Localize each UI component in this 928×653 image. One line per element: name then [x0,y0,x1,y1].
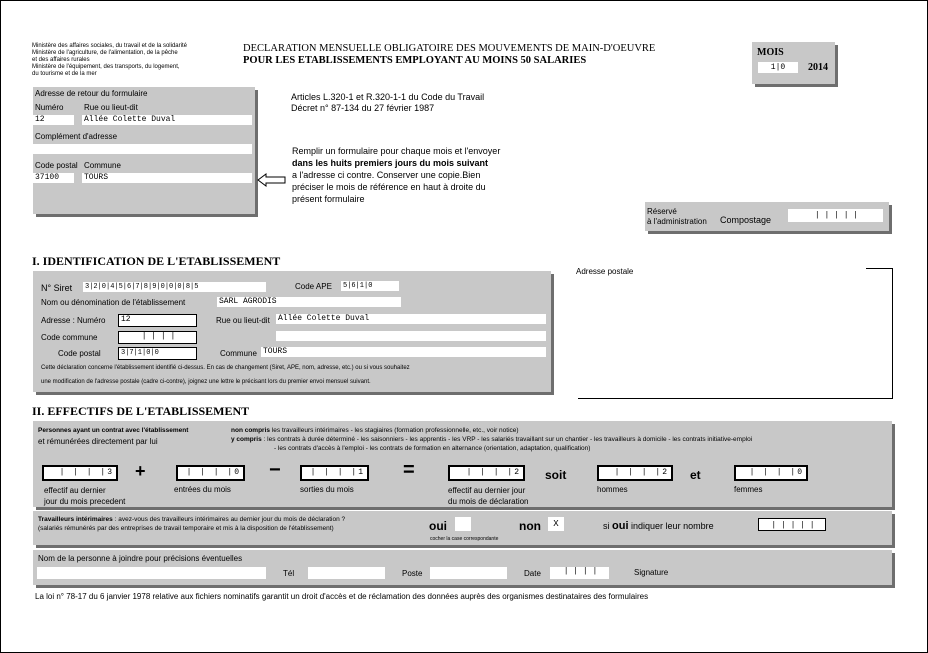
instructions-block [292,145,500,205]
articles-block [291,92,484,114]
entrees-label: entrées du mois [174,485,231,494]
indiquer-label: indiquer leur nombre [631,521,714,531]
non-checkbox[interactable]: X [548,517,564,531]
reserved-label1: Réservé [647,207,677,216]
ape-label: Code APE [295,282,332,291]
contact-name-field[interactable] [37,567,266,579]
siret-label: N° Siret [41,283,73,293]
femmes-label: femmes [734,485,763,494]
commune-label: Commune [220,349,257,358]
hommes-field[interactable]: | | | |2 [597,465,673,481]
compostage-label: Compostage [720,215,772,225]
instructions-line4: préciser le mois de référence en haut à droite du [292,182,486,192]
section2-title: II. EFFECTIFS DE L'ETABLISSEMENT [32,404,250,418]
soit-label: soit [545,468,567,482]
oui-label: oui [429,519,447,533]
postal-address-box [578,268,893,399]
non-compris-line [231,427,519,434]
persons-label1: Personnes ayant un contrat avec l'établissement [38,427,189,434]
si-label: si [603,521,610,531]
instructions-line3: a l'adresse ci contre. Conserver une copie.Bien [292,170,481,180]
form-title [243,43,655,67]
si-oui-line [603,520,714,532]
ape-field[interactable]: 5|6|1|0 [341,281,399,291]
left-arrow-icon [257,172,287,193]
compostage-field[interactable]: | | | | | [788,209,883,222]
instructions-line2: dans les huits premiers jours du mois suivant [292,158,489,168]
title-line2: POUR LES ETABLISSEMENTS EMPLOYANT AU MOINS 50 SALARIES [243,55,587,66]
signature-label: Signature [634,568,669,577]
mois-box [752,42,835,84]
ministry-line: Ministère de l'équipement, des transports, du logement, [32,64,180,70]
poste-field[interactable] [430,567,507,579]
reserved-label2: à l'administration [647,217,707,226]
hommes-label: hommes [597,485,628,494]
effectif-dernier-label [44,485,125,507]
instructions-line5: présent formulaire [292,194,365,204]
ministry-line: et des affaires rurales [32,57,90,63]
postal-address-label: Adresse postale [576,267,634,276]
reserved-box [645,202,889,231]
siret-field[interactable]: 3|2|0|4|5|6|7|8|9|0|0|0|8|5 [83,282,266,292]
effectif-dernier-value: 3 [107,468,112,477]
articles-line2: Décret n° 87-134 du 27 février 1987 [291,103,435,113]
ministry-line: Ministère des affaires sociales, du travail et de la solidarité [32,43,187,49]
minus-sign: − [269,459,281,481]
rue-field[interactable]: Allée Colette Duval [276,314,546,324]
effectif-fin-label [448,485,529,507]
return-complement-field[interactable] [33,144,252,154]
sorties-label: sorties du mois [300,485,354,494]
mois-label: MOIS [757,47,784,58]
contact-box [33,550,892,585]
numero-label: Numéro [35,103,64,112]
y-compris-label: y compris [231,436,262,443]
effectifs-box [33,421,892,507]
tel-field[interactable] [308,567,385,579]
cp-label: Code postal [58,349,101,358]
note-line2: une modification de l'adresse postale (cadre ci-contre), joignez une lettre le précisant lors du premier envoi mensuel suivant. [41,379,371,385]
nom-field[interactable]: SARL AGRODIS [217,297,401,307]
section1-title: I. IDENTIFICATION DE L'ETABLISSEMENT [32,254,281,268]
oui-checkbox[interactable] [455,517,471,531]
persons-label2: et rémunérées directement par lui [38,437,158,446]
poste-label: Poste [402,569,423,578]
equal-sign: = [403,459,415,481]
adresse-numero-field[interactable]: 12 [118,314,197,327]
effectif-dernier-label1: effectif au dernier [44,486,106,495]
contact-label: Nom de la personne à joindre pour précisions éventuelles [38,554,243,563]
instructions-line1: Remplir un formulaire pour chaque mois et l'envoyer [292,146,501,156]
plus-sign: + [135,461,146,481]
tel-label: Tél [283,569,295,578]
rue-label: Rue ou lieut-dit [84,103,138,112]
cocher-label: cocher la case correspondante [430,536,499,542]
cp-field[interactable]: 3|7|1|0|0 [118,347,197,360]
return-address-box [33,87,255,214]
hommes-value: 2 [662,468,667,477]
year-value: 2014 [808,62,828,73]
title-line1: DECLARATION MENSUELLE OBLIGATOIRE DES MOUVEMENTS DE MAIN-D'OEUVRE [243,43,656,54]
reserved-label [647,207,707,227]
note-line1: Cette déclaration concerne l'établissement identifié ci-dessus. En cas de changement (Siret, APE, nom, adresse, etc.) ou si vous souhaitez [41,365,410,371]
date-label: Date [524,569,541,578]
return-rue-field[interactable]: Allée Colette Duval [82,115,252,125]
return-commune-field[interactable]: TOURS [82,173,252,183]
complement-label: Complément d'adresse [35,132,118,141]
rue-label: Rue ou lieut-dit [216,316,270,325]
non-label: non [519,519,541,533]
return-cp-field[interactable]: 37100 [33,173,74,183]
ministry-line: du tourisme et de la mer [32,71,97,77]
return-heading: Adresse de retour du formulaire [35,89,148,98]
interim-box [33,511,892,545]
articles-line1: Articles L.320-1 et R.320-1-1 du Code du Travail [291,92,485,102]
y-compris-line [231,436,752,443]
adresse-numero-label: Adresse : Numéro [41,316,106,325]
non-compris-label: non compris [231,427,271,434]
effectif-fin-field[interactable]: | | | |2 [448,465,525,481]
postal-corner [866,268,892,269]
entrees-field[interactable]: | | | |0 [176,465,245,481]
entrees-value: 0 [234,468,239,477]
code-commune-field[interactable]: | | | | [118,331,197,344]
sorties-value: 1 [358,468,363,477]
effectif-fin-label2: du mois de déclaration [448,497,529,506]
femmes-value: 0 [797,468,802,477]
effectif-fin-value: 2 [514,468,519,477]
interim-nombre-field[interactable]: | | | | | [758,518,826,531]
non-compris-text: les travailleurs intérimaires - les stagiaires (formation professionnelle, etc., voir notice) [271,427,519,434]
femmes-field[interactable]: | | | |0 [734,465,808,481]
footer-note: La loi n° 78-17 du 6 janvier 1978 relative aux fichiers nominatifs garantit un droit d'accès et de réclamation des données auprès des organismes destinataires des formulaires [35,592,649,601]
interim-question-line [38,516,345,523]
interim-sub: (salariés rémunérés par des entreprises de travail temporaire et mis à la disposition de l'établissement) [38,525,334,532]
si-oui-label: oui [612,520,629,532]
ministry-line: Ministère de l'agriculture, de l'alimentation, de la pêche [32,50,178,56]
commune-label: Commune [84,161,121,170]
identification-note [41,364,410,386]
nom-label: Nom ou dénomination de l'établissement [41,298,186,307]
date-field[interactable]: | | | | [550,567,609,579]
effectif-dernier-field[interactable]: | | | |3 [42,465,118,481]
mois-input[interactable]: 1|0 [758,62,798,73]
sorties-field[interactable]: | | | |1 [300,465,369,481]
y-compris-text1: : les contrats à durée déterminé - les saisonniers - les apprentis - les VRP - les salariés travaillant sur un chantier - les travailleurs à domicile - les contrats initiative-emploi [263,436,753,443]
y-compris-text2: - les contrats d'accès à l'emploi - les contrats de formation en alternance (orientation, adaptation, qualification) [274,445,591,452]
interim-label: Travailleurs intérimaires [38,516,113,523]
rue-field-2[interactable] [276,331,546,341]
return-numero-field[interactable]: 12 [33,115,74,125]
interim-question: : avez-vous des travailleurs intérimaires au dernier jour du mois de déclaration ? [114,516,346,523]
ministries-block [32,43,212,78]
identification-box [33,271,551,392]
code-commune-label: Code commune [41,333,98,342]
et-label: et [690,468,701,482]
effectif-dernier-label2: jour du mois precedent [44,497,126,506]
commune-field[interactable]: TOURS [261,347,546,357]
cp-label: Code postal [35,161,78,170]
effectif-fin-label1: effectif au dernier jour [448,486,526,495]
